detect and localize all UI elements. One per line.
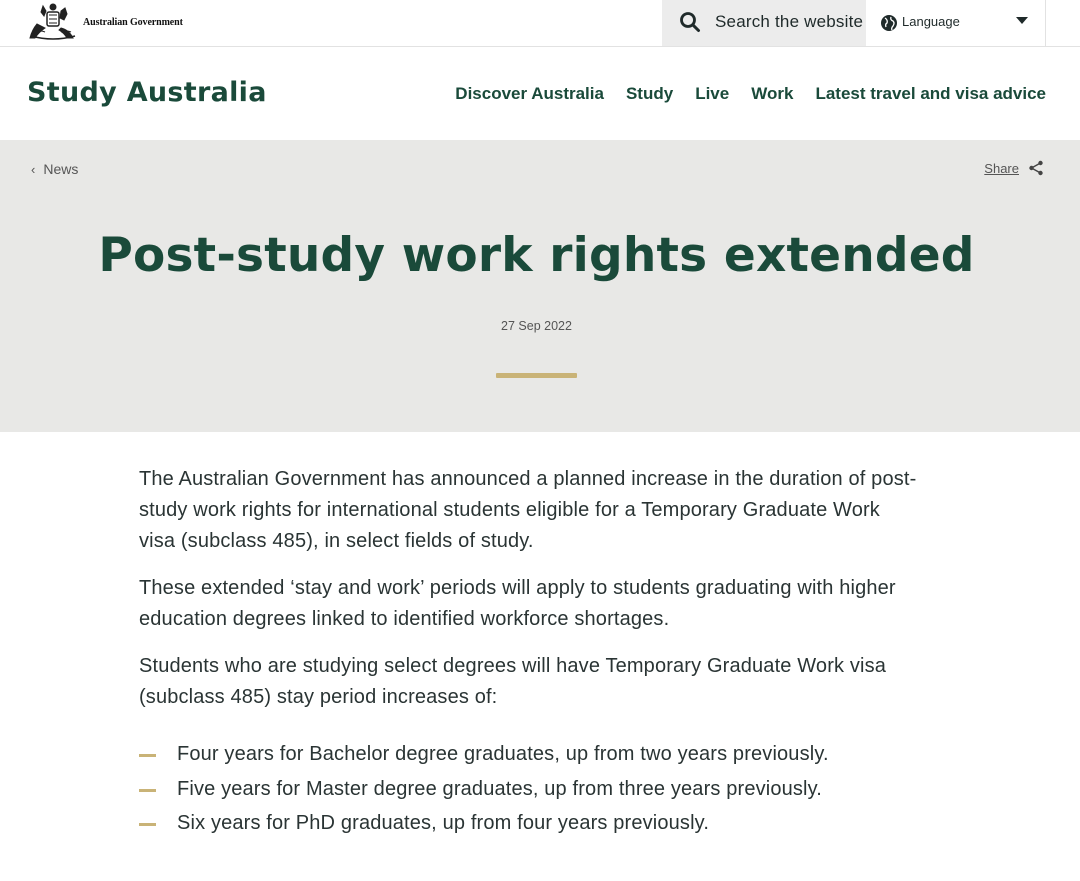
- dash-bullet-icon: [139, 823, 156, 826]
- list-item: [139, 737, 919, 772]
- page-title: Post-study work rights extended: [98, 228, 975, 283]
- nav-item-work[interactable]: Work: [751, 84, 794, 103]
- back-to-news-link[interactable]: [31, 161, 78, 177]
- list-item: [139, 772, 919, 807]
- list-item-text: Five years for Master degree graduates, up from three years previously.: [177, 777, 823, 800]
- study-australia-logo[interactable]: Study Australia: [27, 77, 267, 108]
- share-label: Share: [984, 160, 1019, 176]
- globe-icon: [880, 14, 898, 32]
- nav-item-study[interactable]: Study: [625, 84, 674, 103]
- dash-bullet-icon: [139, 789, 156, 792]
- share-button[interactable]: [984, 160, 1044, 176]
- language-label: Language: [902, 14, 960, 29]
- coat-of-arms-icon: [27, 2, 79, 42]
- back-link-label: News: [43, 161, 79, 177]
- article-paragraph: The Australian Government has announced a planned increase in the duration of post-study work rights for international students eligible for a Temporary Graduate Work visa (subclass 485), in select fields of study.: [139, 468, 917, 552]
- government-logo-text: Australian Government: [83, 16, 183, 28]
- list-item: [139, 806, 919, 841]
- list-item-text: Four years for Bachelor degree graduates, up from two years previously.: [177, 743, 829, 765]
- site-search-button[interactable]: [662, 0, 866, 46]
- publish-date: 27 Sep 2022: [501, 319, 572, 333]
- chevron-left-icon: ‹: [31, 161, 36, 177]
- article-body: [139, 464, 919, 841]
- main-navigation: [433, 84, 1046, 104]
- list-item-text: Six years for PhD graduates, up from four years previously.: [177, 812, 710, 834]
- article-paragraph: Students who are studying select degrees will have Temporary Graduate Work visa (subclass 485) stay period increases of:: [139, 655, 887, 708]
- government-logo[interactable]: [27, 2, 183, 42]
- nav-item-travel-visa-advice[interactable]: Latest travel and visa advice: [815, 84, 1046, 103]
- stay-period-list: [139, 737, 919, 841]
- dash-bullet-icon: [139, 754, 156, 757]
- language-selector[interactable]: [866, 0, 1046, 46]
- article-paragraph: These extended ‘stay and work’ periods will apply to students graduating with higher education degrees linked to identified workforce shortages.: [139, 577, 896, 630]
- caret-down-icon: [1016, 17, 1028, 24]
- government-bar: [0, 0, 1080, 47]
- site-header: [0, 47, 1080, 140]
- search-label: Search the website: [715, 12, 864, 31]
- nav-item-live[interactable]: Live: [695, 84, 730, 103]
- search-icon: [679, 11, 701, 33]
- article-hero: [0, 140, 1080, 432]
- title-accent-bar: [496, 373, 577, 378]
- share-icon: [1028, 160, 1044, 176]
- nav-item-discover-australia[interactable]: Discover Australia: [455, 84, 604, 103]
